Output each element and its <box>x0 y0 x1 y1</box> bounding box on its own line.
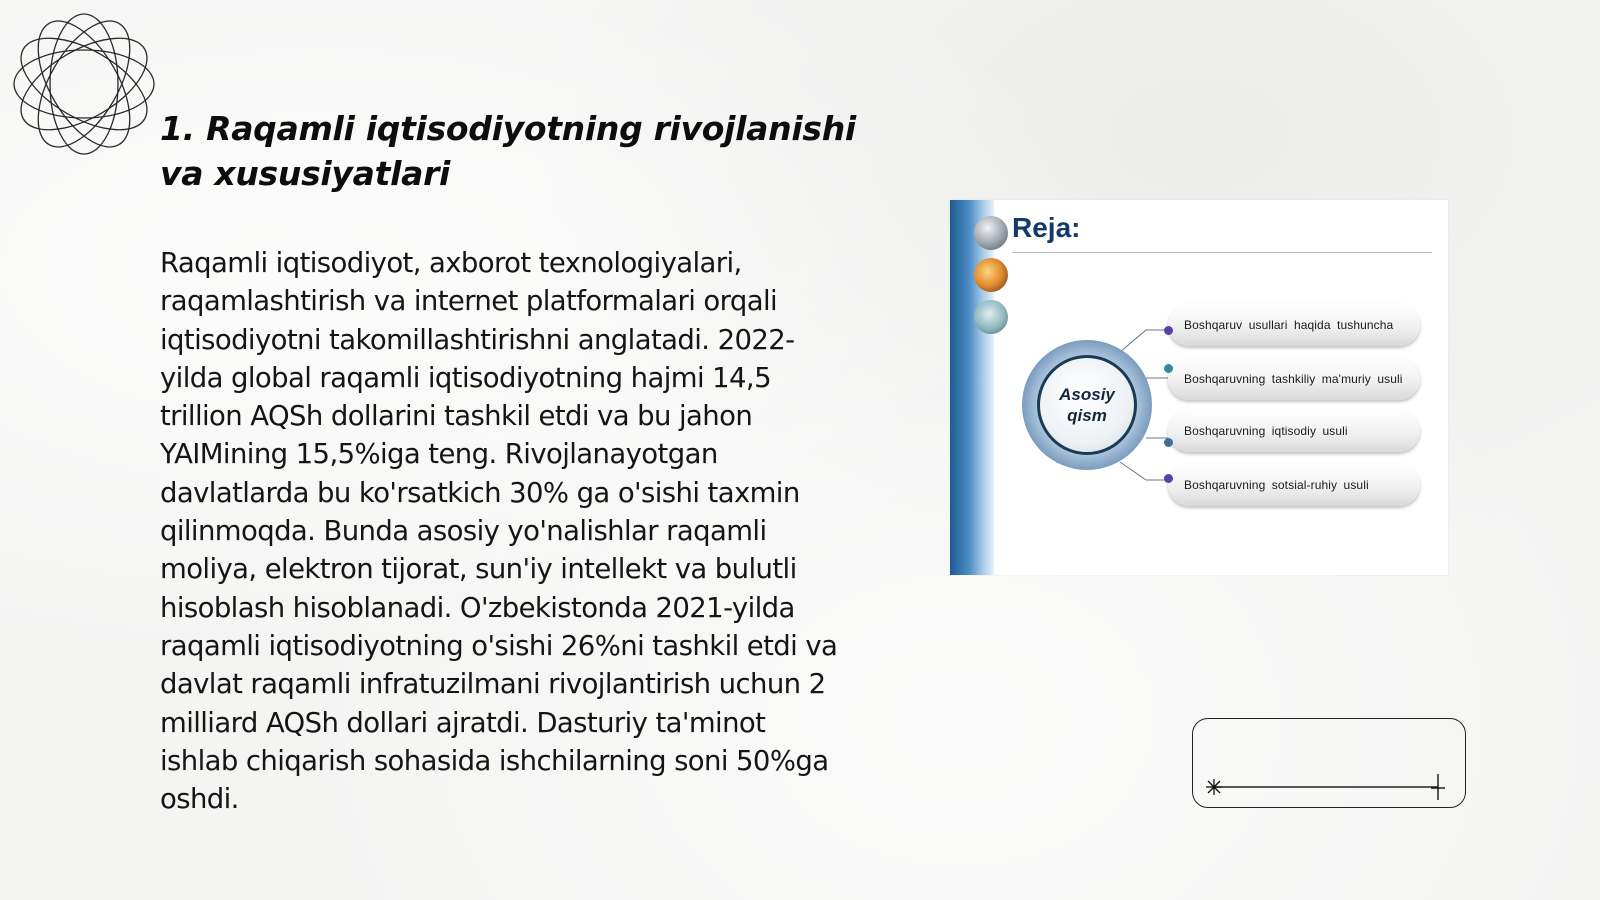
hub-circle <box>1037 355 1137 455</box>
starburst-icon <box>1204 777 1224 797</box>
plan-diagram <box>950 200 1448 575</box>
plan-item-label: Boshqaruv usullari haqida tushuncha <box>1184 318 1394 332</box>
bullet-dot-icon <box>1164 438 1173 447</box>
plan-item-label: Boshqaruvning iqtisodiy usuli <box>1184 424 1348 438</box>
plan-item <box>1168 464 1420 506</box>
plan-item-label: Boshqaruvning tashkiliy ma'muriy usuli <box>1184 372 1403 386</box>
plan-item-label: Boshqaruvning sotsial-ruhiy usuli <box>1184 478 1369 492</box>
bullet-dot-icon <box>1164 326 1173 335</box>
decorative-frame <box>1192 718 1466 808</box>
bullet-dot-icon <box>1164 474 1173 483</box>
plan-title: Reja: <box>1012 212 1081 243</box>
bullet-dot-icon <box>1164 364 1173 373</box>
orbit-rings-icon <box>10 10 158 158</box>
plan-item <box>1168 410 1420 452</box>
slide-body-text: Raqamli iqtisodiyot, axborot texnologiyalari, raqamlashtirish va internet platformalari orqali iqtisodiyotni takomillashtirishni anglatadi. 2022-yilda global raqamli iqtisodiyotning hajmi 14,5 trillion AQSh dollarini tashkil etdi va bu jahon YAIMining 15,5%iga teng. Rivojlanayotgan davlatlarda bu ko'rsatkich 30% ga o'sishi taxmin qilinmoqda. Bunda asosiy yo'nalishlar raqamli moliya, elektron tijorat, sun'iy intellekt va bulutli hisoblash hisoblanadi. O'zbekistonda 2021-yilda raqamli iqtisodiyotning o'sishi 26%ni tashkil etdi va davlat raqamli infratuzilmani rivojlantirish uchun 2 milliard AQSh dollari ajratdi. Dasturiy ta'minot ishlab chiqarish sohasida ishchilarning soni 50%ga oshdi. <box>160 247 838 816</box>
plan-item <box>1168 304 1420 346</box>
slide-title: 1. Raqamli iqtisodiyotning rivojlanishi va xususiyatlari <box>160 109 856 193</box>
plan-item <box>1168 358 1420 400</box>
hub-label: Asosiy qism <box>1059 385 1115 425</box>
cross-icon <box>1428 773 1448 801</box>
